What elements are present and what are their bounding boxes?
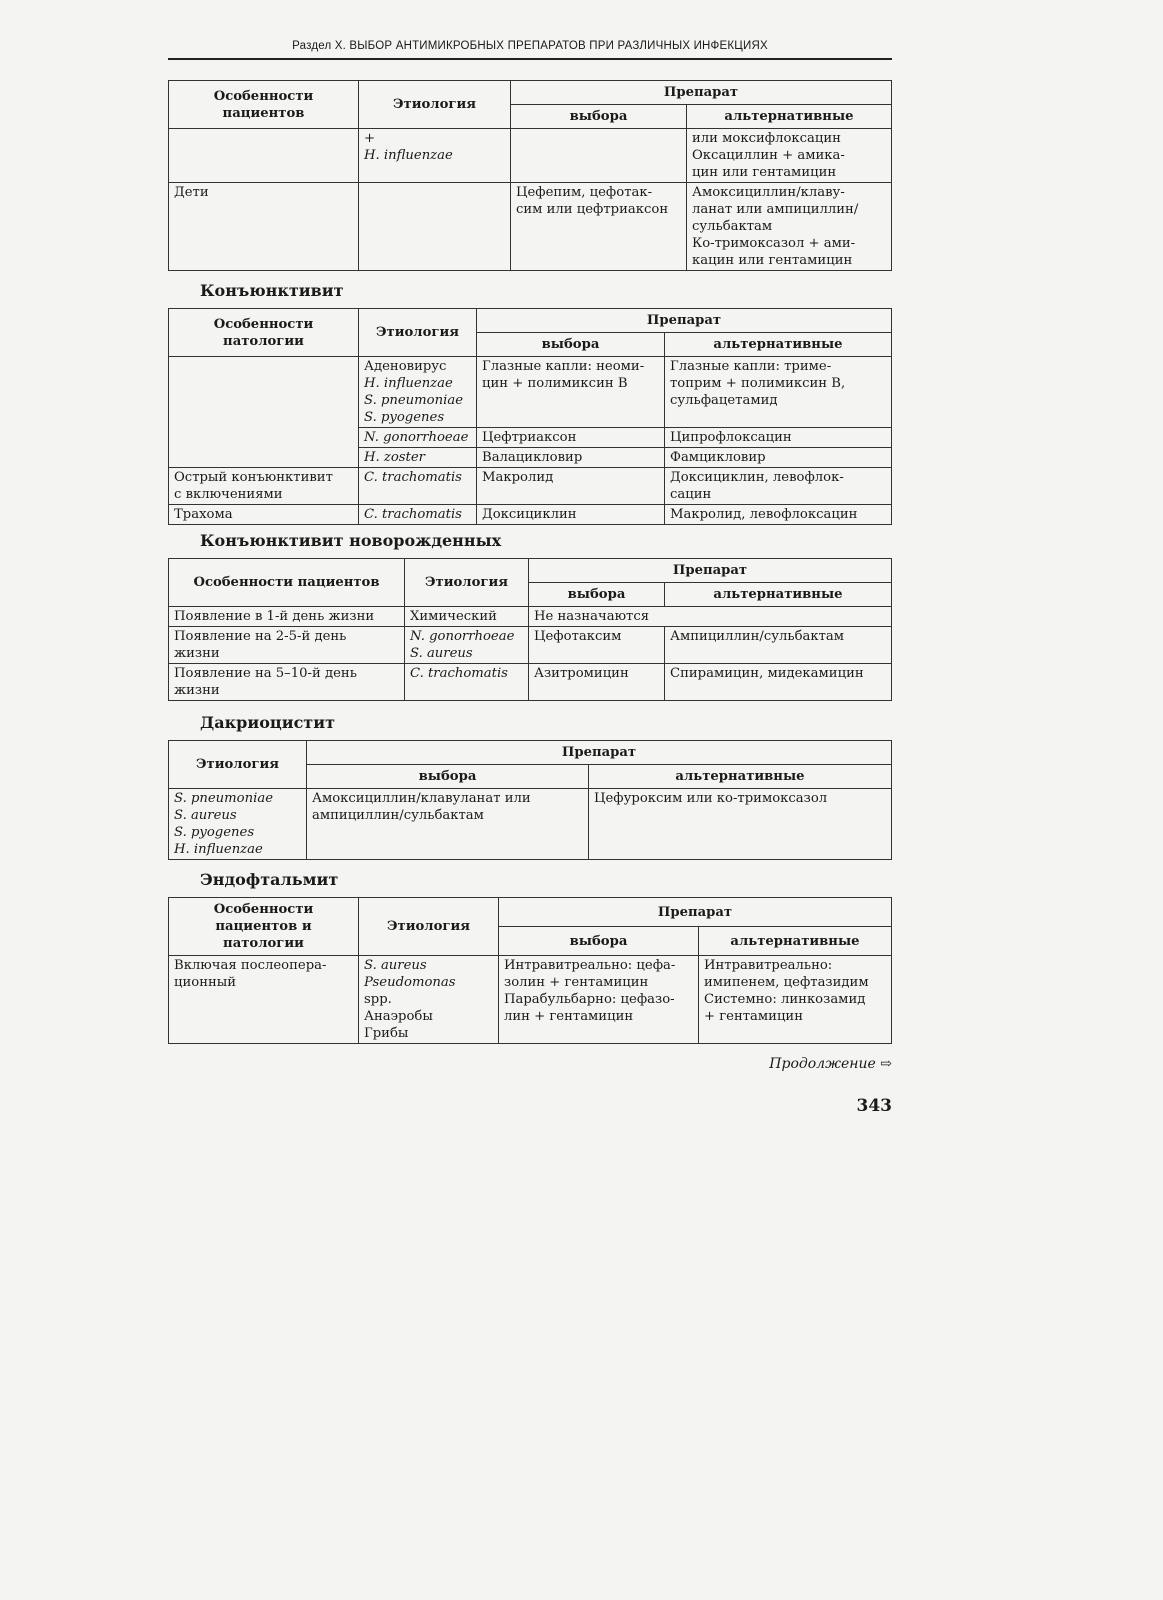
alt-cell: Ампициллин/сульбактам <box>665 627 892 664</box>
etiology-cell: N. gonorrhoeae <box>359 428 477 448</box>
alt-cell <box>687 183 892 271</box>
patient-cell <box>169 956 359 1044</box>
cell-line: Включая послеопера- <box>174 958 327 973</box>
cell-line: или моксифлоксацин <box>692 131 841 146</box>
cell-line: S. aureus <box>410 646 473 661</box>
alt-cell: Спирамицин, мидекамицин <box>665 664 892 701</box>
cell-line: Анаэробы <box>364 1009 433 1024</box>
header-etiology: Этиология <box>359 81 511 129</box>
section-title-conjunctivitis: Конъюнктивит <box>200 281 344 300</box>
table-dacryocystitis <box>168 740 892 860</box>
alt-cell: Цефуроксим или ко-тримоксазол <box>589 789 892 860</box>
header-patients-pathology <box>169 898 359 956</box>
cell-line: spp. <box>364 992 392 1007</box>
alt-cell <box>699 956 892 1044</box>
table-row <box>169 789 892 860</box>
cell-line: сим или цефтриаксон <box>516 202 669 217</box>
header-drug: Препарат <box>529 559 892 583</box>
cell-line: Аденовирус <box>364 359 447 374</box>
running-head: Раздел X. ВЫБОР АНТИМИКРОБНЫХ ПРЕПАРАТОВ ПРИ РАЗЛИЧНЫХ ИНФЕКЦИЯХ <box>168 40 892 60</box>
cell-line: сульфацетамид <box>670 393 778 408</box>
cell-line: золин + гентамицин <box>504 975 649 990</box>
cell-line: топрим + полимиксин В, <box>670 376 846 391</box>
etiology-cell: H. zoster <box>359 448 477 468</box>
cell-line: + <box>364 131 376 146</box>
cell-line: Амоксициллин/клавуланат или <box>312 791 531 806</box>
section-title-dacryocystitis: Дакриоцистит <box>200 713 335 732</box>
cell-line: Ко-тримоксазол + ами- <box>692 236 856 251</box>
cell-line: S. pneumoniae <box>174 791 274 806</box>
book-page <box>168 40 892 1116</box>
header-choice: выбора <box>511 105 687 129</box>
etiology-cell: C. trachomatis <box>359 468 477 505</box>
cell-line: имипенем, цефтазидим <box>704 975 869 990</box>
cell-line: N. gonorrhoeae <box>410 629 515 644</box>
header-patients: Особенности пациентов <box>169 559 405 607</box>
table-row <box>169 664 892 701</box>
header-alternative: альтернативные <box>589 765 892 789</box>
cell-line: H. influenzae <box>364 148 453 163</box>
table-conjunctivitis <box>168 308 892 525</box>
cell-line: Глазные капли: неоми- <box>482 359 645 374</box>
cell-line: S. pneumoniae <box>364 393 464 408</box>
header-line: Особенности <box>213 902 314 917</box>
header-drug: Препарат <box>307 741 892 765</box>
etiology-cell <box>359 129 511 183</box>
header-etiology: Этиология <box>405 559 529 607</box>
cell-line: H. influenzae <box>364 376 453 391</box>
header-patients: Особенности пациентов <box>169 81 359 129</box>
cell-line: кацин или гентамицин <box>692 253 853 268</box>
patient-cell: Появление в 1-й день жизни <box>169 607 405 627</box>
table-endophthalmitis <box>168 897 892 1044</box>
cell-line: S. pyogenes <box>174 825 255 840</box>
etiology-cell: C. trachomatis <box>405 664 529 701</box>
etiology-cell <box>359 183 511 271</box>
cell-line: + гентамицин <box>704 1009 804 1024</box>
header-drug: Препарат <box>511 81 892 105</box>
patient-cell <box>169 664 405 701</box>
table-row <box>169 357 892 428</box>
cell-line: Появление на 5–10-й день <box>174 666 357 681</box>
cell-line: Pseudomonas <box>364 975 456 990</box>
cell-line: Оксациллин + амика- <box>692 148 845 163</box>
etiology-cell <box>405 627 529 664</box>
header-alternative: альтернативные <box>687 105 892 129</box>
cell-line: цин + полимиксин В <box>482 376 628 391</box>
cell-line: Доксициклин, левофлок- <box>670 470 844 485</box>
choice-cell: Валацикловир <box>477 448 665 468</box>
choice-cell: Цефотаксим <box>529 627 665 664</box>
cell-line: S. aureus <box>174 808 237 823</box>
cell-line: ционный <box>174 975 237 990</box>
etiology-cell: Химический <box>405 607 529 627</box>
header-drug: Препарат <box>499 898 892 927</box>
patient-cell: Дети <box>169 183 359 271</box>
choice-cell: Доксициклин <box>477 505 665 525</box>
table-row <box>169 505 892 525</box>
pathology-cell <box>169 468 359 505</box>
table-row <box>169 956 892 1044</box>
header-etiology: Этиология <box>169 741 307 789</box>
cell-line: Амоксициллин/клаву- <box>692 185 845 200</box>
cell-line: лин + гентамицин <box>504 1009 634 1024</box>
alt-cell <box>665 357 892 428</box>
cell-line: жизни <box>174 683 220 698</box>
alt-cell: Ципрофлоксацин <box>665 428 892 448</box>
choice-cell: Не назначаются <box>529 607 892 627</box>
section-title-neonatal-conjunctivitis: Конъюнктивит новорожденных <box>200 531 502 550</box>
cell-line: Появление на 2-5-й день <box>174 629 347 644</box>
cell-line: Грибы <box>364 1026 409 1041</box>
cell-line: Цефепим, цефотак- <box>516 185 653 200</box>
cell-line: S. aureus <box>364 958 427 973</box>
section-title-endophthalmitis: Эндофтальмит <box>200 870 339 889</box>
etiology-cell <box>359 956 499 1044</box>
header-alternative: альтернативные <box>665 583 892 607</box>
header-choice: выбора <box>529 583 665 607</box>
cell-line: H. influenzae <box>174 842 263 857</box>
alt-cell <box>687 129 892 183</box>
cell-line: сацин <box>670 487 712 502</box>
table-row <box>169 607 892 627</box>
cell-line: Парабульбарно: цефазо- <box>504 992 675 1007</box>
table-row <box>169 183 892 271</box>
header-etiology: Этиология <box>359 898 499 956</box>
cell-line: ланат или ампициллин/ <box>692 202 859 217</box>
header-alternative: альтернативные <box>699 927 892 956</box>
cell-line: сульбактам <box>692 219 773 234</box>
alt-cell: Фамцикловир <box>665 448 892 468</box>
choice-cell <box>511 183 687 271</box>
etiology-cell <box>169 789 307 860</box>
choice-cell <box>477 357 665 428</box>
cell-line: Интравитреально: <box>704 958 833 973</box>
pathology-cell <box>169 357 359 468</box>
choice-cell <box>511 129 687 183</box>
header-drug: Препарат <box>477 309 892 333</box>
header-choice: выбора <box>477 333 665 357</box>
patient-cell <box>169 129 359 183</box>
header-etiology: Этиология <box>359 309 477 357</box>
patient-cell <box>169 627 405 664</box>
choice-cell: Азитромицин <box>529 664 665 701</box>
header-choice: выбора <box>307 765 589 789</box>
table-row <box>169 627 892 664</box>
table-pneumonia-continued <box>168 80 892 271</box>
header-choice: выбора <box>499 927 699 956</box>
header-pathology: Особенности патологии <box>169 309 359 357</box>
cell-line: S. pyogenes <box>364 410 445 425</box>
alt-cell <box>665 468 892 505</box>
cell-line: ампициллин/сульбактам <box>312 808 484 823</box>
header-alternative: альтернативные <box>665 333 892 357</box>
continuation-note: Продолжение ⇨ <box>769 1056 892 1072</box>
page-number: 343 <box>856 1096 892 1116</box>
cell-line: Интравитреально: цефа- <box>504 958 676 973</box>
header-line: пациентов и патологии <box>215 919 312 951</box>
choice-cell: Макролид <box>477 468 665 505</box>
choice-cell <box>307 789 589 860</box>
choice-cell <box>499 956 699 1044</box>
cell-line: Глазные капли: триме- <box>670 359 832 374</box>
table-row <box>169 468 892 505</box>
cell-line: жизни <box>174 646 220 661</box>
etiology-cell: C. trachomatis <box>359 505 477 525</box>
table-row <box>169 129 892 183</box>
etiology-cell <box>359 357 477 428</box>
pathology-cell: Трахома <box>169 505 359 525</box>
choice-cell: Цефтриаксон <box>477 428 665 448</box>
cell-line: Системно: линкозамид <box>704 992 866 1007</box>
cell-line: с включениями <box>174 487 283 502</box>
alt-cell: Макролид, левофлоксацин <box>665 505 892 525</box>
table-neonatal-conjunctivitis <box>168 558 892 701</box>
cell-line: Острый конъюнктивит <box>174 470 333 485</box>
cell-line: цин или гентамицин <box>692 165 837 180</box>
